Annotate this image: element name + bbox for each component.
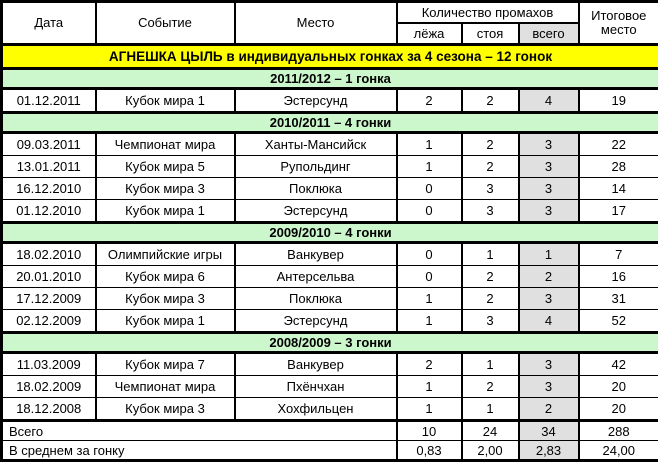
race-misses-prone: 1 [397,310,462,333]
average-final-place: 24,00 [579,441,658,461]
race-misses-standing: 2 [462,376,519,398]
race-row [2,178,658,200]
race-misses-prone: 0 [397,266,462,288]
race-event: Кубок мира 3 [96,178,235,200]
race-final-place: 20 [579,376,658,398]
race-row [2,353,658,376]
race-date: 18.02.2010 [2,243,96,266]
season-header-row [2,223,658,243]
race-misses-prone: 0 [397,243,462,266]
race-event: Кубок мира 5 [96,156,235,178]
totals-misses-prone: 10 [397,421,462,441]
race-date: 16.12.2010 [2,178,96,200]
race-misses-total: 3 [519,178,579,200]
race-place: Поклюка [235,178,397,200]
race-misses-prone: 1 [397,376,462,398]
race-date: 13.01.2011 [2,156,96,178]
race-date: 18.02.2009 [2,376,96,398]
race-date: 18.12.2008 [2,398,96,421]
average-label: В среднем за гонку [2,441,397,461]
race-event: Чемпионат мира [96,376,235,398]
race-misses-prone: 2 [397,353,462,376]
race-misses-total: 2 [519,266,579,288]
summary-body [2,421,658,461]
race-final-place: 19 [579,89,658,113]
race-date: 02.12.2009 [2,310,96,333]
header-misses-standing: стоя [462,23,519,45]
totals-misses-total: 34 [519,421,579,441]
race-final-place: 22 [579,133,658,156]
race-misses-prone: 2 [397,89,462,113]
race-date: 01.12.2010 [2,200,96,223]
race-misses-prone: 1 [397,288,462,310]
race-misses-standing: 2 [462,156,519,178]
header-final-place: Итоговое место [579,2,658,45]
race-event: Олимпийские игры [96,243,235,266]
race-misses-prone: 1 [397,133,462,156]
race-row [2,89,658,113]
race-event: Кубок мира 1 [96,310,235,333]
race-misses-standing: 1 [462,353,519,376]
race-misses-total: 4 [519,310,579,333]
race-misses-standing: 2 [462,266,519,288]
title-row [2,45,658,69]
season-label: 2008/2009 – 3 гонки [2,333,658,353]
race-misses-standing: 3 [462,178,519,200]
race-final-place: 16 [579,266,658,288]
season-label: 2011/2012 – 1 гонка [2,69,658,89]
race-event: Кубок мира 1 [96,200,235,223]
race-row [2,243,658,266]
season-label: 2009/2010 – 4 гонки [2,223,658,243]
totals-final-place: 288 [579,421,658,441]
race-row [2,156,658,178]
race-place: Эстерсунд [235,310,397,333]
header-misses-total: всего [519,23,579,45]
race-place: Антерсельва [235,266,397,288]
race-misses-total: 3 [519,376,579,398]
table-header [2,2,658,45]
race-place: Ханты-Мансийск [235,133,397,156]
race-misses-total: 2 [519,398,579,421]
race-row [2,288,658,310]
race-event: Кубок мира 6 [96,266,235,288]
header-misses-prone: лёжа [397,23,462,45]
race-misses-total: 3 [519,133,579,156]
race-misses-prone: 0 [397,200,462,223]
race-final-place: 28 [579,156,658,178]
race-date: 01.12.2011 [2,89,96,113]
race-place: Хохфильцен [235,398,397,421]
race-row [2,200,658,223]
race-final-place: 17 [579,200,658,223]
race-row [2,376,658,398]
race-row [2,310,658,333]
race-misses-standing: 3 [462,200,519,223]
average-misses-total: 2,83 [519,441,579,461]
race-misses-total: 3 [519,353,579,376]
race-event: Кубок мира 3 [96,398,235,421]
race-date: 17.12.2009 [2,288,96,310]
totals-row [2,421,658,441]
race-misses-total: 1 [519,243,579,266]
race-misses-prone: 1 [397,398,462,421]
header-event: Событие [96,2,235,45]
race-event: Чемпионат мира [96,133,235,156]
header-row-1 [2,2,658,24]
seasons-body [2,69,658,421]
race-date: 20.01.2010 [2,266,96,288]
race-misses-total: 3 [519,288,579,310]
race-place: Ванкувер [235,243,397,266]
average-misses-prone: 0,83 [397,441,462,461]
race-misses-total: 3 [519,156,579,178]
race-final-place: 7 [579,243,658,266]
race-event: Кубок мира 7 [96,353,235,376]
race-place: Поклюка [235,288,397,310]
race-misses-standing: 1 [462,398,519,421]
header-place: Место [235,2,397,45]
race-misses-total: 4 [519,89,579,113]
race-date: 09.03.2011 [2,133,96,156]
race-misses-standing: 2 [462,288,519,310]
race-place: Ванкувер [235,353,397,376]
race-row [2,266,658,288]
totals-label: Всего [2,421,397,441]
totals-misses-standing: 24 [462,421,519,441]
race-date: 11.03.2009 [2,353,96,376]
race-final-place: 52 [579,310,658,333]
race-event: Кубок мира 1 [96,89,235,113]
season-header-row [2,69,658,89]
header-date: Дата [2,2,96,45]
race-misses-prone: 0 [397,178,462,200]
race-row [2,398,658,421]
average-row [2,441,658,461]
race-misses-standing: 3 [462,310,519,333]
race-misses-standing: 2 [462,133,519,156]
race-misses-prone: 1 [397,156,462,178]
season-header-row [2,333,658,353]
race-misses-standing: 2 [462,89,519,113]
race-place: Рупольдинг [235,156,397,178]
table-title: АГНЕШКА ЦЫЛЬ в индивидуальных гонках за 4 сезона – 12 гонок [2,45,658,69]
race-misses-standing: 1 [462,243,519,266]
race-place: Эстерсунд [235,200,397,223]
season-label: 2010/2011 – 4 гонки [2,113,658,133]
race-final-place: 14 [579,178,658,200]
race-final-place: 31 [579,288,658,310]
average-misses-standing: 2,00 [462,441,519,461]
race-misses-total: 3 [519,200,579,223]
race-place: Эстерсунд [235,89,397,113]
race-place: Пхёнчхан [235,376,397,398]
race-event: Кубок мира 3 [96,288,235,310]
season-header-row [2,113,658,133]
race-final-place: 42 [579,353,658,376]
race-final-place: 20 [579,398,658,421]
header-misses-group: Количество промахов [397,2,579,24]
race-row [2,133,658,156]
